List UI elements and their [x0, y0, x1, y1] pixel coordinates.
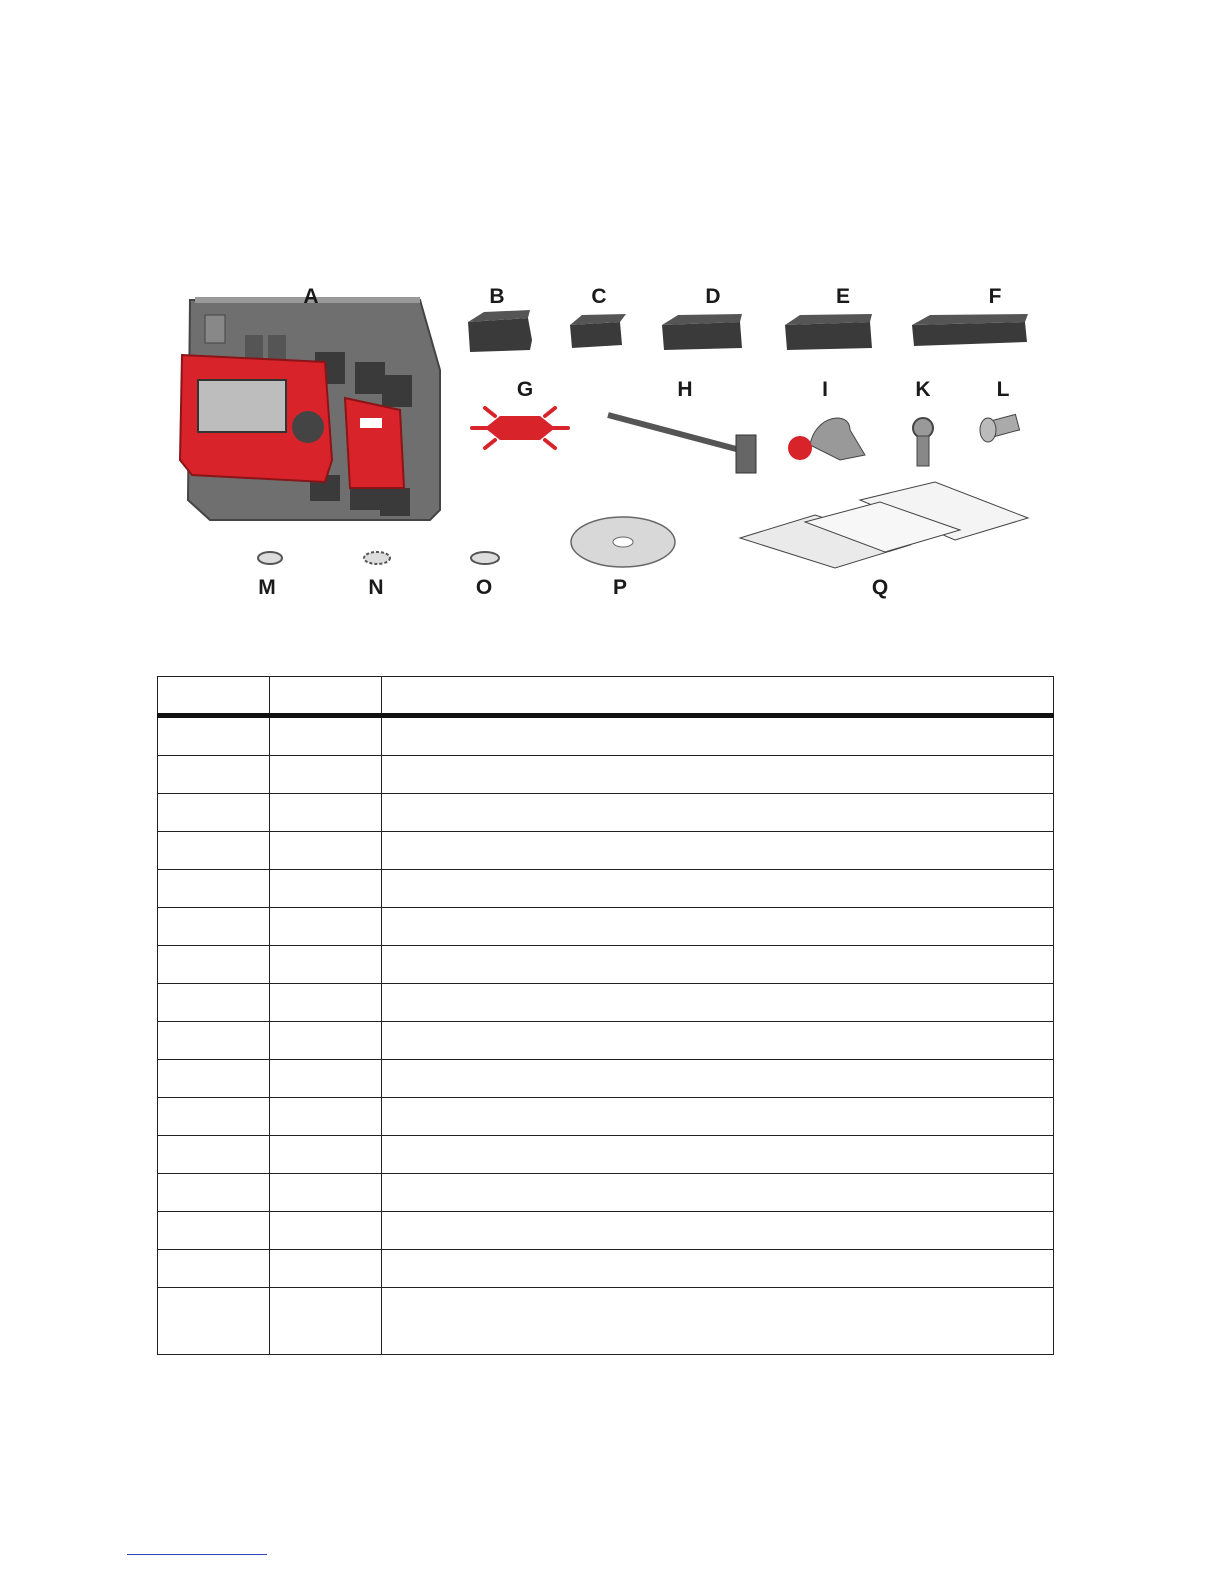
cell	[158, 908, 270, 946]
cell	[382, 716, 1054, 756]
connector-6pin-icon	[912, 314, 1028, 346]
label-o: O	[475, 576, 493, 599]
cell	[158, 1174, 270, 1212]
cable-tie-icon	[608, 415, 756, 473]
cell	[158, 1212, 270, 1250]
table-header-row	[158, 677, 1054, 716]
cell	[270, 1098, 382, 1136]
cell	[270, 832, 382, 870]
cell	[158, 1136, 270, 1174]
cell	[270, 1288, 382, 1355]
table-row	[158, 1212, 1054, 1250]
label-h: H	[677, 378, 693, 401]
label-n: N	[368, 576, 384, 599]
cell	[270, 1174, 382, 1212]
cell	[270, 908, 382, 946]
label-b: B	[489, 285, 505, 308]
connector-4pin-icon	[662, 314, 742, 350]
label-e: E	[835, 285, 851, 308]
cell	[270, 716, 382, 756]
cell	[158, 832, 270, 870]
label-k: K	[915, 378, 931, 401]
table-row	[158, 1136, 1054, 1174]
table-row	[158, 946, 1054, 984]
cell	[158, 1022, 270, 1060]
label-g: G	[516, 378, 534, 401]
table-row	[158, 756, 1054, 794]
cell	[158, 870, 270, 908]
label-q: Q	[871, 576, 889, 599]
cell	[382, 1212, 1054, 1250]
header-position	[158, 677, 270, 716]
cable-mount-icon	[472, 408, 568, 448]
cell	[382, 1250, 1054, 1288]
cell	[158, 984, 270, 1022]
header-quantity	[270, 677, 382, 716]
cell	[382, 1174, 1054, 1212]
screw-icon	[980, 414, 1020, 442]
table-row	[158, 1174, 1054, 1212]
cell	[270, 1250, 382, 1288]
cell	[270, 1212, 382, 1250]
ring-terminal-icon	[913, 418, 933, 466]
cell	[158, 756, 270, 794]
cell	[158, 1098, 270, 1136]
label-l: L	[996, 378, 1010, 401]
cell	[158, 1250, 270, 1288]
device-icon	[180, 300, 440, 520]
cell	[382, 1098, 1054, 1136]
cell	[382, 946, 1054, 984]
table-row	[158, 1022, 1054, 1060]
cell	[158, 794, 270, 832]
cell	[382, 870, 1054, 908]
cell	[270, 794, 382, 832]
cell	[382, 1022, 1054, 1060]
scope-of-delivery-table	[157, 676, 1054, 1355]
lock-washer-icon	[364, 552, 390, 564]
table-row	[158, 794, 1054, 832]
table-row	[158, 1250, 1054, 1288]
figure-drawing	[150, 270, 1070, 610]
cell	[382, 1288, 1054, 1355]
cell	[382, 908, 1054, 946]
cell	[382, 1060, 1054, 1098]
connector-5pin-icon	[785, 314, 872, 350]
table-row	[158, 1060, 1054, 1098]
cell	[270, 946, 382, 984]
cell	[270, 870, 382, 908]
table-row	[158, 908, 1054, 946]
shield-clamp-icon	[788, 418, 865, 460]
washer-icon	[258, 552, 282, 564]
table-row	[158, 1098, 1054, 1136]
footer-link-underline	[127, 1554, 267, 1555]
label-c: C	[591, 285, 607, 308]
label-m: M	[258, 576, 276, 599]
connector-2pin-icon	[570, 314, 626, 348]
cell	[270, 756, 382, 794]
label-f: F	[988, 285, 1002, 308]
cell	[382, 832, 1054, 870]
table-row	[158, 1288, 1054, 1355]
cell	[270, 984, 382, 1022]
cell	[382, 794, 1054, 832]
cell	[270, 1136, 382, 1174]
documents-icon	[740, 482, 1028, 568]
scope-of-delivery-figure	[150, 270, 1070, 610]
label-a: A	[303, 285, 319, 308]
table-row	[158, 984, 1054, 1022]
label-p: P	[612, 576, 628, 599]
cell	[270, 1022, 382, 1060]
cell	[382, 984, 1054, 1022]
cell	[158, 716, 270, 756]
table-row	[158, 716, 1054, 756]
header-designation	[382, 677, 1054, 716]
cell	[270, 1060, 382, 1098]
label-i: I	[822, 378, 828, 401]
table-row	[158, 870, 1054, 908]
cell	[158, 946, 270, 984]
cell	[158, 1060, 270, 1098]
cell	[382, 1136, 1054, 1174]
connector-3pin-icon	[468, 310, 532, 352]
table-row	[158, 832, 1054, 870]
cd-icon	[571, 517, 675, 567]
split-washer-icon	[471, 552, 499, 564]
cell	[158, 1288, 270, 1355]
cell	[382, 756, 1054, 794]
label-d: D	[705, 285, 721, 308]
